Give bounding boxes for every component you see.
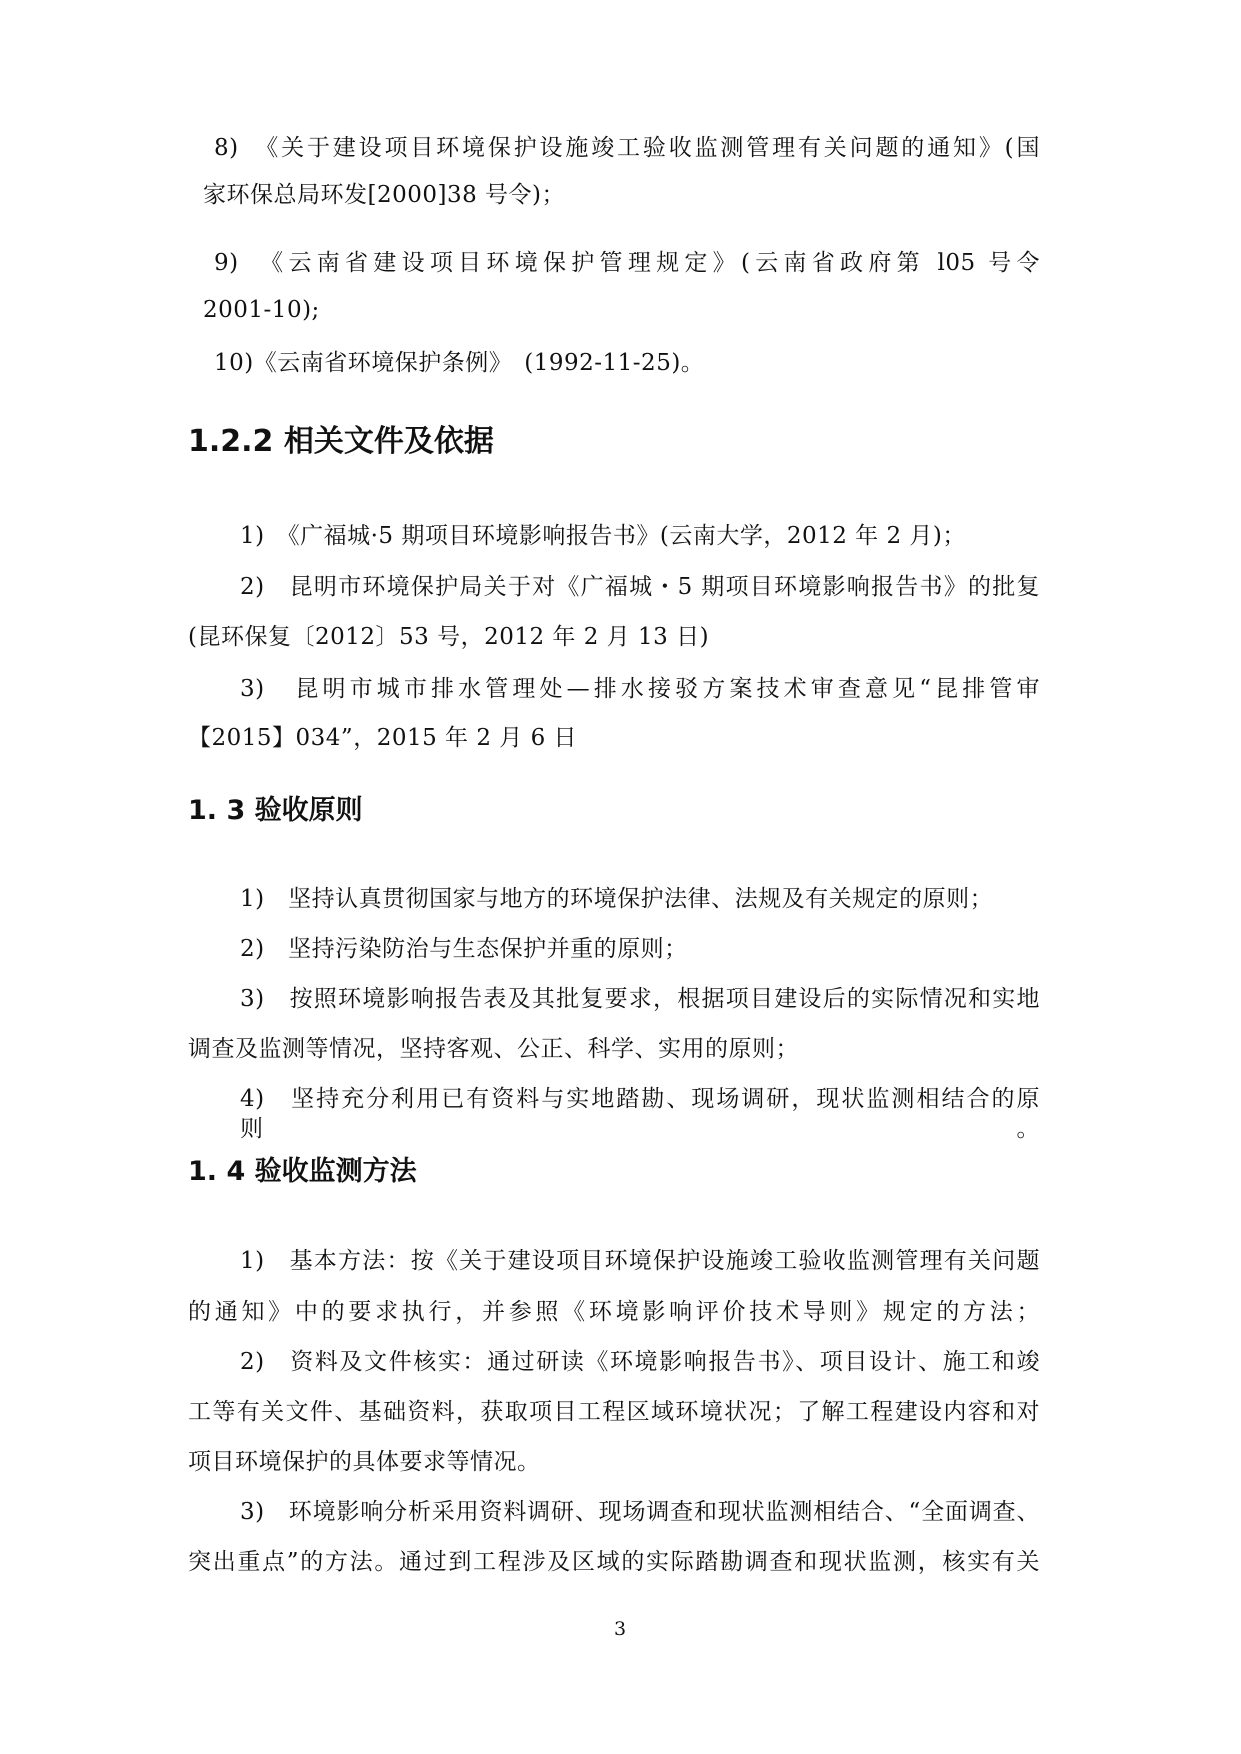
method-item-3: 3) 环境影响分析采用资料调研、现场调查和现状监测相结合、“全面调查、	[240, 1499, 1040, 1525]
regulation-item-9: 9) 《云南省建设项目环境保护管理规定》(云南省政府第 l05 号令	[214, 250, 1040, 276]
regulation-item-8-cont: 家环保总局环发[2000]38 号令)；	[203, 182, 566, 208]
method-item-2: 2) 资料及文件核实：通过研读《环境影响报告书》、项目设计、施工和竣	[240, 1349, 1040, 1375]
page-number: 3	[613, 1618, 627, 1640]
regulation-item-10: 10)《云南省环境保护条例》 (1992-11-25)。	[214, 350, 705, 376]
method-item-2-cont-2: 项目环境保护的具体要求等情况。	[188, 1449, 541, 1475]
document-item-2: 2) 昆明市环境保护局关于对《广福城・5 期项目环境影响报告书》的批复	[240, 574, 1040, 600]
method-item-2-cont: 工等有关文件、基础资料，获取项目工程区域环境状况；了解工程建设内容和对	[188, 1399, 1040, 1425]
principle-item-3: 3) 按照环境影响报告表及其批复要求，根据项目建设后的实际情况和实地	[240, 986, 1040, 1012]
document-item-3-cont: 【2015】034”，2015 年 2 月 6 日	[188, 725, 578, 751]
method-item-1-cont: 的通知》中的要求执行，并参照《环境影响评价技术导则》规定的方法；	[188, 1299, 1040, 1325]
principle-item-2: 2) 坚持污染防治与生态保护并重的原则；	[240, 936, 688, 962]
method-item-3-cont: 突出重点”的方法。通过到工程涉及区域的实际踏勘调查和现状监测，核实有关	[188, 1549, 1040, 1575]
section-heading-1-4: 1. 4 验收监测方法	[188, 1156, 417, 1187]
section-heading-1-2-2: 1.2.2 相关文件及依据	[188, 424, 494, 459]
principle-item-4: 4) 坚持充分利用已有资料与实地踏勘、现场调研，现状监测相结合的原则。	[240, 1086, 1040, 1142]
document-item-3: 3) 昆明市城市排水管理处—排水接驳方案技术审查意见“昆排管审	[240, 676, 1040, 702]
method-item-1: 1) 基本方法：按《关于建设项目环境保护设施竣工验收监测管理有关问题	[240, 1248, 1040, 1274]
principle-item-1: 1) 坚持认真贯彻国家与地方的环境保护法律、法规及有关规定的原则；	[240, 886, 994, 912]
regulation-item-9-cont: 2001-10);	[203, 297, 320, 323]
regulation-item-8: 8) 《关于建设项目环境保护设施竣工验收监测管理有关问题的通知》(国	[214, 135, 1040, 161]
principle-item-3-cont: 调查及监测等情况，坚持客观、公正、科学、实用的原则；	[188, 1036, 799, 1062]
document-item-2-cont: (昆环保复〔2012〕53 号，2012 年 2 月 13 日)	[188, 624, 710, 650]
document-item-1: 1) 《广福城·5 期项目环境影响报告书》(云南大学，2012 年 2 月)；	[240, 523, 966, 549]
section-heading-1-3: 1. 3 验收原则	[188, 795, 363, 826]
